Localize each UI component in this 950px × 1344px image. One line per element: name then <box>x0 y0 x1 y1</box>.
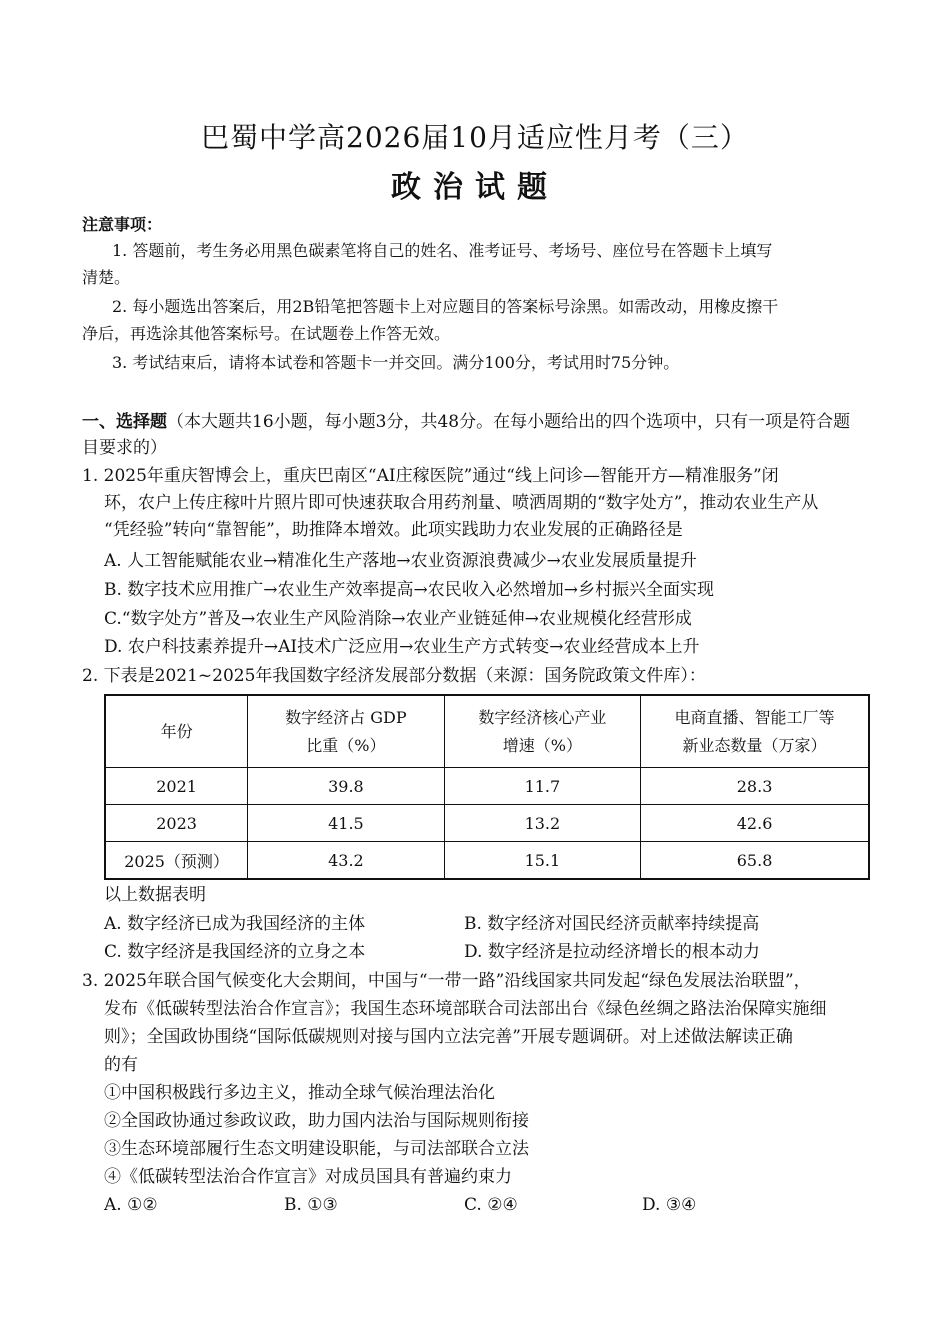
q3-stem-line-1: 3. 2025年联合国气候变化大会期间，中国与“一带一路”沿线国家共同发起“绿色发展法治联盟”， <box>82 971 811 991</box>
q3-option-d: D. ③④ <box>642 1195 697 1215</box>
q3-statement-2: ②全国政协通过参政议政，助力国内法治与国际规则衔接 <box>104 1111 529 1131</box>
q2-option-d: D. 数字经济是拉动经济增长的根本动力 <box>464 942 760 962</box>
q3-option-c: C. ②④ <box>464 1195 518 1215</box>
note-1-line-1: 1. 答题前，考生务必用黑色碳素笔将自己的姓名、准考证号、考场号、座位号在答题卡上填写 <box>112 241 773 260</box>
q3-option-b: B. ①③ <box>284 1195 338 1215</box>
exam-title: 巴蜀中学高2026届10月适应性月考（三） <box>201 121 749 154</box>
q3-stem-line-2: 发布《低碳转型法治合作宣言》；我国生态环境部联合司法部出台《绿色丝绸之路法治保障实施细 <box>104 999 827 1019</box>
data-table <box>104 694 870 880</box>
table-cell: 41.5 <box>248 805 444 842</box>
q1-stem-line-2: 环，农户上传庄稼叶片照片即可快速获取合用药剂量、喷洒周期的“数字处方”，推动农业生产从 <box>104 493 819 513</box>
q3-statement-1: ①中国积极践行多边主义，推动全球气候治理法治化 <box>104 1083 495 1103</box>
table-header-cell: 电商直播、智能工厂等 新业态数量（万家） <box>641 695 869 768</box>
table-header-row <box>105 695 869 768</box>
subject-title: 政治试题 <box>391 170 559 205</box>
q3-statement-4: ④《低碳转型法治合作宣言》对成员国具有普遍约束力 <box>104 1167 512 1187</box>
q2-option-b: B. 数字经济对国民经济贡献率持续提高 <box>464 914 760 934</box>
table-cell: 39.8 <box>248 768 444 805</box>
note-2-line-1: 2. 每小题选出答案后，用2B铅笔把答题卡上对应题目的答案标号涂黑。如需改动，用橡皮擦干 <box>112 297 779 316</box>
table-row <box>105 842 869 880</box>
section-heading <box>82 412 850 432</box>
q3-stem-line-4: 的有 <box>104 1055 138 1075</box>
q1-option-b: B. 数字技术应用推广→农业生产效率提高→农民收入必然增加→乡村振兴全面实现 <box>104 580 715 600</box>
q1-option-a: A. 人工智能赋能农业→精准化生产落地→农业资源浪费减少→农业发展质量提升 <box>104 551 697 571</box>
table-cell: 43.2 <box>248 842 444 880</box>
table-cell: 65.8 <box>641 842 869 880</box>
section-desc-line-2: 目要求的） <box>82 438 167 458</box>
q1-option-d: D. 农户科技素养提升→AI技术广泛应用→农业生产方式转变→农业经营成本上升 <box>104 637 700 657</box>
table-cell: 11.7 <box>444 768 640 805</box>
note-2-line-2: 净后，再选涂其他答案标号。在试题卷上作答无效。 <box>82 324 451 343</box>
table-cell: 2023 <box>105 805 248 842</box>
q2-after-table: 以上数据表明 <box>104 885 206 905</box>
table-cell: 2025（预测） <box>105 842 248 880</box>
section-desc: （本大题共16小题，每小题3分，共48分。在每小题给出的四个选项中，只有一项是符合题 <box>167 412 851 432</box>
note-3: 3. 考试结束后，请将本试卷和答题卡一并交回。满分100分，考试用时75分钟。 <box>112 353 680 372</box>
table-header-cell: 年份 <box>105 695 248 768</box>
table-header-cell: 数字经济核心产业 增速（%） <box>444 695 640 768</box>
q1-stem-line-1: 1. 2025年重庆智博会上，重庆巴南区“AI庄稼医院”通过“线上问诊—智能开方—精准服务”闭 <box>82 466 779 486</box>
q3-stem-line-3: 则》；全国政协围绕“国际低碳规则对接与国内立法完善”开展专题调研。对上述做法解读正确 <box>104 1027 793 1047</box>
q1-stem-line-3: “凭经验”转向“靠智能”，助推降本增效。此项实践助力农业发展的正确路径是 <box>104 520 683 540</box>
q2-option-c: C. 数字经济是我国经济的立身之本 <box>104 942 366 962</box>
table-cell: 42.6 <box>641 805 869 842</box>
q2-option-a: A. 数字经济已成为我国经济的主体 <box>104 914 366 934</box>
q3-option-a: A. ①② <box>104 1195 158 1215</box>
table-row <box>105 768 869 805</box>
notes-heading: 注意事项： <box>82 215 163 234</box>
table-cell: 13.2 <box>444 805 640 842</box>
table-cell: 15.1 <box>444 842 640 880</box>
note-1-line-2: 清楚。 <box>82 268 131 287</box>
table-cell: 2021 <box>105 768 248 805</box>
table-header-cell: 数字经济占 GDP 比重（%） <box>248 695 444 768</box>
table-row <box>105 805 869 842</box>
q1-option-c: C.“数字处方”普及→农业生产风险消除→农业产业链延伸→农业规模化经营形成 <box>104 609 692 629</box>
q3-statement-3: ③生态环境部履行生态文明建设职能，与司法部联合立法 <box>104 1139 529 1159</box>
q2-stem: 2. 下表是2021~2025年我国数字经济发展部分数据（来源：国务院政策文件库）： <box>82 666 706 686</box>
table-cell: 28.3 <box>641 768 869 805</box>
section-label: 一、选择题 <box>82 412 167 432</box>
